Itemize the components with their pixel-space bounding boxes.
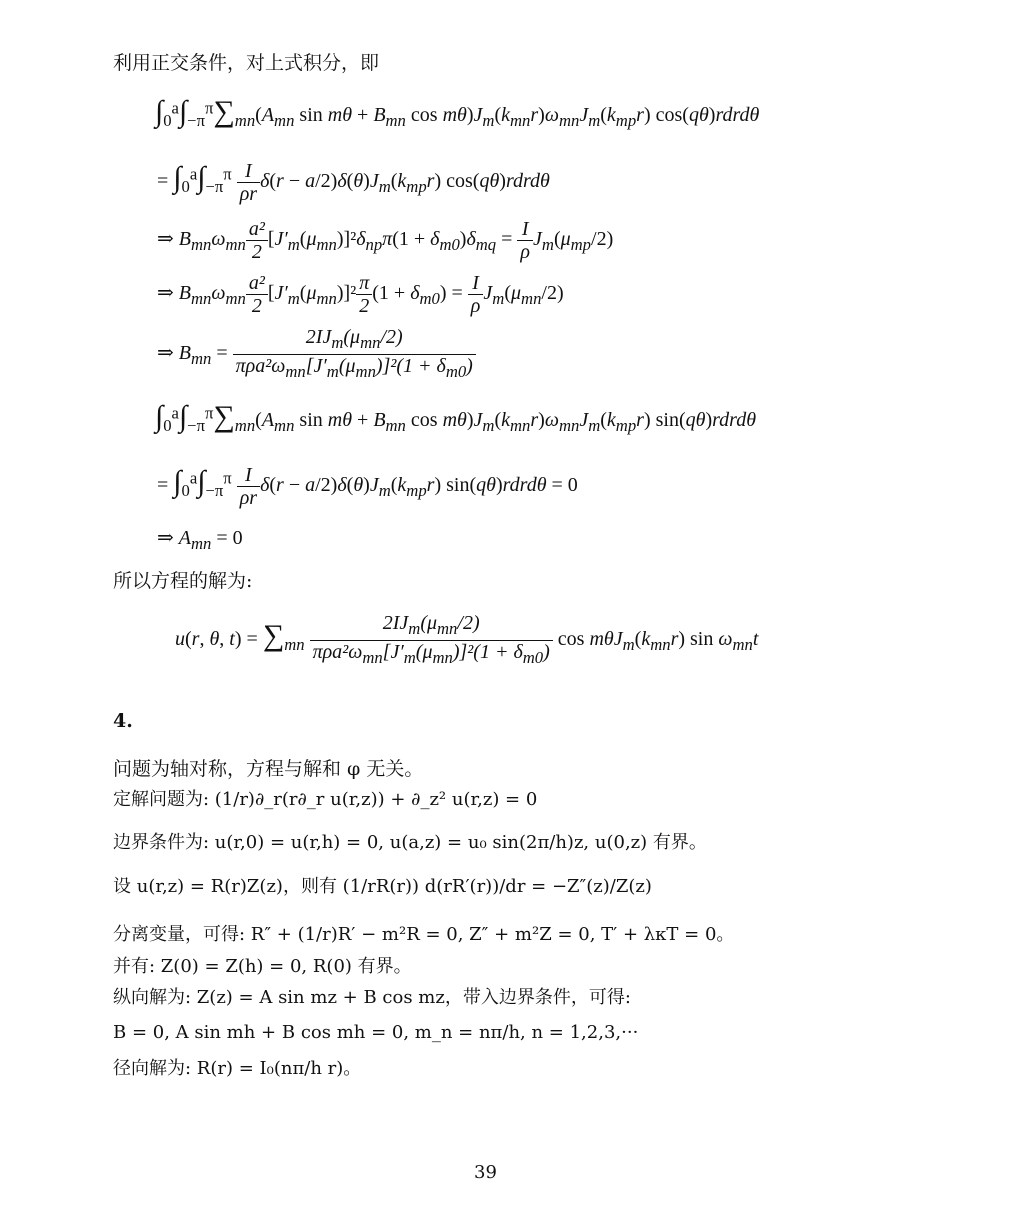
eq-block1-line5: ⇒ $B_{mn}$ = $2IJ_m(\mu_{mn}/2)$ $\pi\rho a^2\omega_{mn}[J'_m(\mu_{mn})]^2(1 + \delta_{m0})$ xyxy=(157,326,476,383)
eq-solution: u(r, θ, $t) = \sum_{mn}$ $2IJ_m(\mu_{mn}/2)$ $\pi\rho a^2\omega_{mn}[J'_m(\mu_{mn})]^2(1 + \delta_{m0})$ $\cos m\theta J_m(k_{mn}r)$ $\sin \omega_{mn}t$ xyxy=(175,612,759,667)
solution-intro: 所以方程的解为: xyxy=(113,570,253,592)
page-number: 39 xyxy=(474,1162,497,1183)
line-eigenvalues: B = 0, A sin mh + B cos mh = 0, m_n = nπ/h, n = 1,2,3,··· xyxy=(113,1022,639,1043)
eq-block1-line4: ⇒ $B_{mn}\omega_{mn}$ $\frac{\text{a²}}{2}$ $[J'_m(\mu_{mn})]^2$ $\frac{\pi}{2}$ $(1 + \delta_{m0})$ = $\frac{I}{\rho}$ $J_m(\mu_{mn}/2)$ xyxy=(157,272,564,317)
eq-block1-line3: ⇒ $B_{mn}\omega_{mn}$ $\frac{\text{a²}}{2}$ $[J'_m(\mu_{mn})]^2\delta_{np}\pi(1 + \delta_{m0})\delta_{mq}$ = $\frac{I}{\rho}$ $J_m(\mu_{mp}/2)$ xyxy=(157,218,614,263)
line-boundary: 边界条件为: u(r,0) = u(r,h) = 0, u(a,z) = u₀ sin(2π/h)z, u(0,z) 有界。 xyxy=(113,832,707,853)
section-heading: 4. xyxy=(113,710,133,732)
eq-block2-line3: ⇒ $A_{mn} = 0$ xyxy=(157,527,243,553)
intro-text: 利用正交条件，对上式积分，即 xyxy=(113,52,380,74)
line-radial: 径向解为: R(r) = I₀(nπ/h r)。 xyxy=(113,1058,362,1079)
line-longitudinal: 纵向解为: Z(z) = A sin mz + B cos mz，带入边界条件，可得: xyxy=(113,987,631,1008)
eq-block1-line2: = $\int_0^a\int_{-\pi}^\pi$ $\frac{I}{\rho r}$ $\delta(r - a/2)\delta(\theta)J_m(k_{mp}r)$ cos(qθ)rdrdθ xyxy=(157,160,550,205)
line-conditions: 并有: Z(0) = Z(h) = 0, R(0) 有界。 xyxy=(113,956,412,977)
line-separation: 设 u(r,z) = R(r)Z(z)，则有 (1/rR(r)) d(rR′(r))/dr = −Z″(z)/Z(z) xyxy=(113,876,652,897)
eq-block1-line1: $\int_0^a\int_{-\pi}^\pi\sum_{mn}(A_{mn}$ $\sin m\theta + B_{mn}$ $\cos m\theta)J_m(k_{mn}r)\omega_{mn}J_m(k_{mp}r)$ cos(qθ)rdrdθ xyxy=(155,95,760,130)
eq-block2-line1: $\int_0^a\int_{-\pi}^\pi\sum_{mn}(A_{mn}$ $\sin m\theta + B_{mn}$ $\cos m\theta)J_m(k_{mn}r)\omega_{mn}J_m(k_{mp}r)$ sin(qθ)rdrdθ xyxy=(155,400,757,435)
eq-block2-line2: = $\int_0^a\int_{-\pi}^\pi$ $\frac{I}{\rho r}$ $\delta(r - a/2)\delta(\theta)J_m(k_{mp}r)$ sin(qθ)rdrdθ = 0 xyxy=(157,464,578,509)
line-pde: 定解问题为: (1/r)∂_r(r∂_r u(r,z)) + ∂_z² u(r,z) = 0 xyxy=(113,789,538,810)
line-axisymmetric: 问题为轴对称，方程与解和 φ 无关。 xyxy=(113,758,424,780)
line-separated-odes: 分离变量，可得: R″ + (1/r)R′ − m²R = 0, Z″ + m²Z = 0, T′ + λκT = 0。 xyxy=(113,924,735,945)
